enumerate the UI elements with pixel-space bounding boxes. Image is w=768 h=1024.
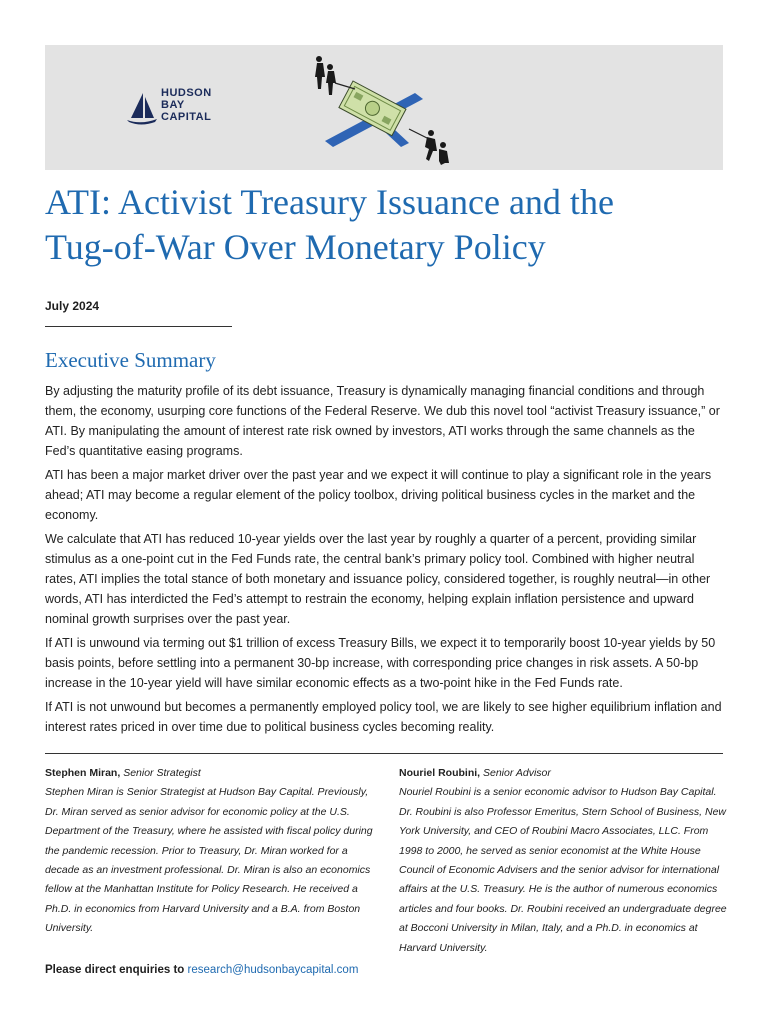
paragraph: If ATI is not unwound but becomes a permanently employed policy tool, we are likely to see higher equilibrium inflation and interest rates priced in over time due to political business cycles becoming reality. bbox=[45, 700, 722, 734]
publication-date: July 2024 bbox=[45, 299, 100, 313]
author-role: Senior Advisor bbox=[483, 767, 551, 779]
title-line-1: ATI: Activist Treasury Issuance and the bbox=[45, 182, 614, 222]
author-name: Nouriel Roubini, bbox=[399, 767, 481, 779]
tug-of-war-illustration bbox=[305, 53, 465, 165]
contact-line bbox=[45, 964, 358, 976]
paragraph: We calculate that ATI has reduced 10-year yields over the last year by roughly a quarter of a percent, providing similar stimulus as a one-point cut in the Fed Funds rate, the central bank’s primary policy tool. Combined with higher neutral rates, ATI implies the total stance of both monetary and issuance policy, considered together, is roughly neutral—in other words, ATI has interdicted the Fed’s attempt to restrain the economy, helping explain inflation persistence and upward nominal growth surprises over the past year. bbox=[45, 532, 711, 626]
bio-divider bbox=[45, 753, 723, 754]
paragraph: ATI has been a major market driver over the past year and we expect it will continue to play a significant role in the years ahead; ATI may become a regular element of the policy toolbox, driving political business cycles in the market and the economy. bbox=[45, 468, 712, 522]
date-divider bbox=[45, 326, 232, 327]
page-title bbox=[45, 180, 735, 270]
logo-wordmark bbox=[161, 87, 212, 123]
sailboat-icon bbox=[127, 91, 157, 125]
paragraph: By adjusting the maturity profile of its debt issuance, Treasury is dynamically managing financial conditions and through them, the economy, usurping core functions of the Federal Reserve. We dub this novel tool “activist Treasury issuance,” or ATI. By manipulating the amount of interest rate risk owned by investors, ATI works through the same channels as the Fed’s quantitative easing programs. bbox=[45, 384, 720, 458]
author-bio-text: Stephen Miran is Senior Strategist at Hudson Bay Capital. Previously, Dr. Miran served as senior advisor for economic policy at the U.S. Department of the Treasury, where he assisted with fiscal policy during the pandemic recession. Prior to Treasury, Dr. Miran worked for a decade as an investment professional. Dr. Miran is also an economics fellow at the Manhattan Institute for Policy Research. He received a Ph.D. in economics from Harvard University and a B.A. from Boston University. bbox=[45, 786, 373, 935]
author-bio-text: Nouriel Roubini is a senior economic advisor to Hudson Bay Capital. Dr. Roubini is also Professor Emeritus, Stern School of Business, New York University, and CEO of Roubini Macro Associates, LLC. From 1998 to 2000, he served as senior economist at the White House Council of Economic Advisers and the senior advisor for international affairs at the U.S. Treasury. He is the author of numerous economics articles and four books. Dr. Roubini received an undergraduate degree at Bocconi University in Milan, Italy, and a Ph.D. in economics at Harvard University. bbox=[399, 786, 727, 954]
author-role: Senior Strategist bbox=[123, 767, 201, 779]
header-banner bbox=[45, 45, 723, 170]
paragraph: If ATI is unwound via terming out $1 trillion of excess Treasury Bills, we expect it to temporarily boost 10-year yields by 50 basis points, before settling into a permanent 30-bp increase, with corresponding price changes in risk assets. A 50-bp increase in the 10-year yield will have similar economic effects as a two-point hike in the Fed Funds rate. bbox=[45, 636, 716, 690]
logo-line-1: HUDSON bbox=[161, 87, 212, 99]
contact-label: Please direct enquiries to bbox=[45, 964, 185, 976]
contact-email-link[interactable]: research@hudsonbaycapital.com bbox=[187, 964, 359, 976]
author-name: Stephen Miran, bbox=[45, 767, 121, 779]
executive-summary-body bbox=[45, 381, 725, 741]
logo-line-2: BAY bbox=[161, 99, 185, 111]
author-bio-roubini bbox=[399, 764, 731, 958]
author-bio-miran bbox=[45, 764, 375, 939]
section-heading: Executive Summary bbox=[45, 348, 216, 372]
title-line-2: Tug-of-War Over Monetary Policy bbox=[45, 227, 546, 267]
company-logo[interactable] bbox=[127, 85, 217, 135]
logo-line-3: CAPITAL bbox=[161, 111, 212, 123]
